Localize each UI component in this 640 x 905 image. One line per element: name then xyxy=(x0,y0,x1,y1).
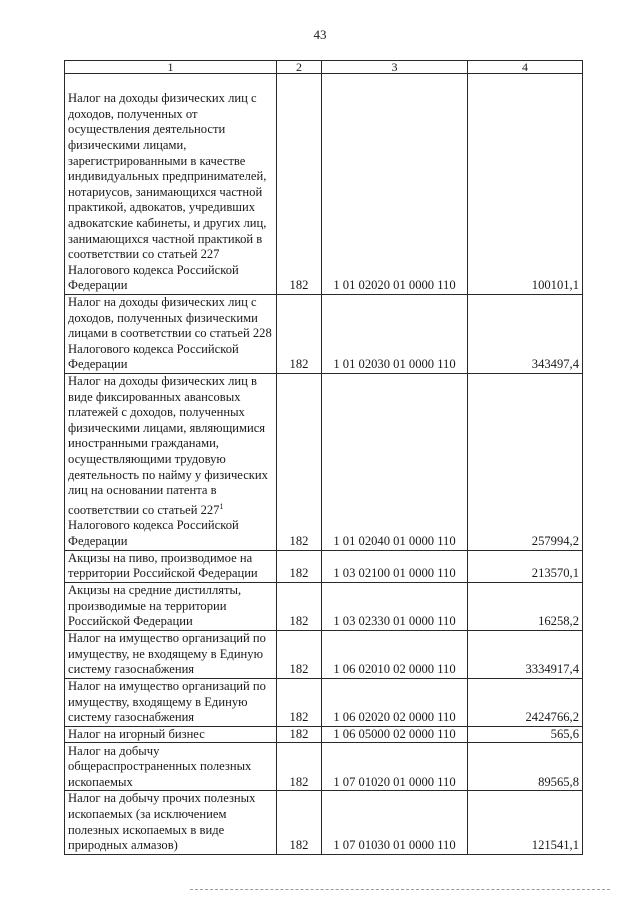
page-number: 43 xyxy=(313,27,327,42)
revenue-name: Налог на доходы физических лиц с доходов, полученных физическими лицами в соответствии со статьей 228 Налогового кодекса Российской Федерации xyxy=(65,295,277,374)
admin-code: 182 xyxy=(277,630,322,678)
revenue-table xyxy=(64,60,583,855)
amount: 2424766,2 xyxy=(468,678,583,726)
table-row xyxy=(65,74,583,295)
amount: 3334917,4 xyxy=(468,630,583,678)
revenue-name: Налог на имущество организаций по имуществу, не входящему в Единую систему газоснабжения xyxy=(65,630,277,678)
amount: 565,6 xyxy=(468,726,583,743)
revenue-name: Налог на добычу прочих полезных ископаемых (за исключением полезных ископаемых в виде природных алмазов) xyxy=(65,791,277,854)
budget-classification-code: 1 07 01020 01 0000 110 xyxy=(322,743,468,791)
admin-code: 182 xyxy=(277,743,322,791)
revenue-name: Налог на игорный бизнес xyxy=(65,726,277,743)
revenue-name: Налог на имущество организаций по имуществу, входящему в Единую систему газоснабжения xyxy=(65,678,277,726)
budget-classification-code: 1 01 02030 01 0000 110 xyxy=(322,295,468,374)
table-row xyxy=(65,295,583,374)
amount: 343497,4 xyxy=(468,295,583,374)
admin-code: 182 xyxy=(277,74,322,295)
admin-code: 182 xyxy=(277,678,322,726)
budget-classification-code: 1 03 02330 01 0000 110 xyxy=(322,582,468,630)
table-row xyxy=(65,791,583,854)
admin-code: 182 xyxy=(277,791,322,854)
table-row xyxy=(65,550,583,582)
amount: 89565,8 xyxy=(468,743,583,791)
revenue-name: Налог на доходы физических лиц с доходов, полученных от осуществления деятельности физическими лицами, зарегистрированными в качестве индивидуальных предпринимателей, нотариусов, занимающихся частной практикой, адвокатов, учредивших адвокатские кабинеты, и других лиц, занимающихся частной практикой в соответствии со статьей 227 Налогового кодекса Российской Федерации xyxy=(65,74,277,295)
table-row xyxy=(65,374,583,551)
article-superscript: 1 xyxy=(219,501,224,511)
table-header-row xyxy=(65,61,583,74)
revenue-name xyxy=(65,374,277,551)
table-row xyxy=(65,630,583,678)
column-header-2: 2 xyxy=(277,61,322,74)
budget-classification-code: 1 01 02040 01 0000 110 xyxy=(322,374,468,551)
table-row xyxy=(65,582,583,630)
footer-divider xyxy=(190,889,610,890)
column-header-4: 4 xyxy=(468,61,583,74)
budget-classification-code: 1 01 02020 01 0000 110 xyxy=(322,74,468,295)
revenue-name: Налог на добычу общераспространенных полезных ископаемых xyxy=(65,743,277,791)
table-row xyxy=(65,678,583,726)
budget-classification-code: 1 03 02100 01 0000 110 xyxy=(322,550,468,582)
revenue-name: Акцизы на пиво, производимое на территории Российской Федерации xyxy=(65,550,277,582)
admin-code: 182 xyxy=(277,295,322,374)
amount: 16258,2 xyxy=(468,582,583,630)
revenue-name-text: Налог на доходы физических лиц в виде фиксированных авансовых платежей с доходов, полученных физическими лицами, являющимися иностранными гражданами, осуществляющими трудовую деятельность по найму у физических лиц на основании патента в соответствии со статьей 227 xyxy=(68,374,268,517)
column-header-3: 3 xyxy=(322,61,468,74)
admin-code: 182 xyxy=(277,550,322,582)
column-header-1: 1 xyxy=(65,61,277,74)
admin-code: 182 xyxy=(277,726,322,743)
revenue-name: Акцизы на средние дистилляты, производимые на территории Российской Федерации xyxy=(65,582,277,630)
table-row xyxy=(65,743,583,791)
amount: 213570,1 xyxy=(468,550,583,582)
amount: 100101,1 xyxy=(468,74,583,295)
revenue-name-text-end: Налогового кодекса Российской Федерации xyxy=(68,518,239,548)
budget-classification-code: 1 06 02010 02 0000 110 xyxy=(322,630,468,678)
table-row xyxy=(65,726,583,743)
amount: 121541,1 xyxy=(468,791,583,854)
admin-code: 182 xyxy=(277,582,322,630)
budget-classification-code: 1 06 02020 02 0000 110 xyxy=(322,678,468,726)
amount: 257994,2 xyxy=(468,374,583,551)
budget-classification-code: 1 06 05000 02 0000 110 xyxy=(322,726,468,743)
budget-classification-code: 1 07 01030 01 0000 110 xyxy=(322,791,468,854)
admin-code: 182 xyxy=(277,374,322,551)
